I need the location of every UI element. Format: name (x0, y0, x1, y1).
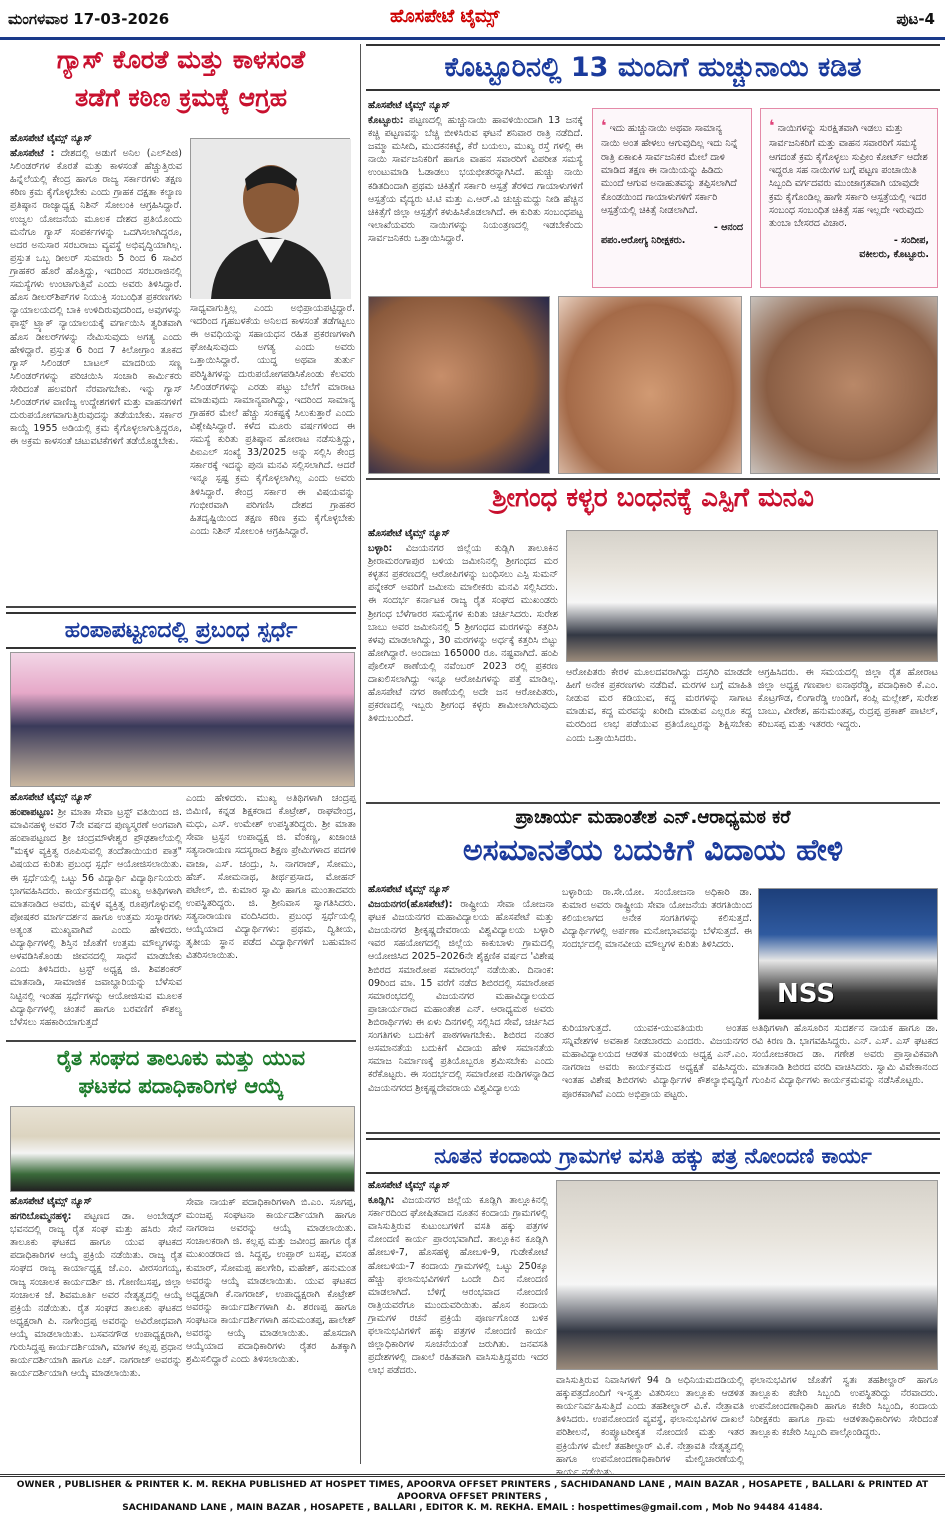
imprint-footer (0, 1474, 945, 1514)
quote-role-1: ಪಪಂ.ಆರೋಗ್ಯ ನಿರೀಕ್ಷಕರು. (601, 235, 686, 247)
section-rule (366, 478, 940, 480)
headline-farmers-line1: ರೈತ ಸಂಘದ ತಾಲೂಕು ಮತ್ತು ಯುವ (56, 1046, 306, 1070)
article-body-principal-4: ಅತಿಥಿಗಳಾಗಿ ಹೊಸೂರಿನ ಸುದರ್ಶನ ನಾಯಕ ಹಾಗೂ ಡಾ. ರವಿ ಕಿರಣ ಡಿ. ಭಾಗವಹಿಸಿದ್ದರು. ಎನ್. ಎಸ್. ಎಸ್ ಘಟಕದ ಸಂಯೋಜಕರಾದ ಡಾ. ಗಣೇಶ ಅವರು ಪ್ರಾಸ್ತಾವಿಕವಾಗಿ ಮಾತನಾಡಿ ಶಿಬಿರದ ವರದಿ ವಾಚಿಸಿದರು. ಸ್ವಾಮಿ ವಿವೇಕಾನಂದ ಗುಂಪಿನ ವಿದ್ಯಾರ್ಥಿಗಳು ಕಾರ್ಯಕ್ರಮವನ್ನು ನಡೆಸಿಕೊಟ್ಟರು. (752, 1023, 938, 1087)
nss-banner-icon: NSS (777, 979, 836, 1009)
dateline-dog: ಕೊಟ್ಟೂರು: (368, 115, 404, 126)
headline-gas-line1: ಗ್ಯಾಸ್ ಕೊರತೆ ಮತ್ತು ಕಾಳಸಂತೆ (56, 45, 306, 74)
headline-sandalwood: ಶ್ರೀಗಂಧ ಕಳ್ಳರ ಬಂಧನಕ್ಕೆ ಎಸ್ಪಿಗೆ ಮನವಿ (492, 483, 814, 513)
article-body-sandal-1 (368, 542, 558, 798)
byline-revenue: ಹೊಸಪೇಟೆ ಟೈಮ್ಸ್ ನ್ಯೂಸ್ (368, 1180, 450, 1191)
article-body-principal-2: ಬಳ್ಳಾರಿಯ ರಾ.ಸೇ.ಯೋ. ಸಂಯೋಜನಾ ಅಧಿಕಾರಿ ಡಾ. ಕುಮಾರ ಅವರು ರಾಷ್ಟ್ರೀಯ ಸೇವಾ ಯೋಜನೆಯ ತರಗತಿಯಿಂದ ಕಲಿಯಲಾಗದ ಅನೇಕ ಸಂಗತಿಗಳನ್ನು ಕಲಿಸುತ್ತದೆ. ವಿದ್ಯಾರ್ಥಿಗಳಲ್ಲಿ ಅರ್ಪಣಾ ಮನೋಭಾವವನ್ನು ಬೆಳೆಸುತ್ತದೆ. ಈ ಸಂದರ್ಭದಲ್ಲಿ ಮಾನವೀಯ ಮೌಲ್ಯಗಳ ಕುರಿತು ತಿಳಿಸಿದರು. (562, 887, 752, 951)
article-body-farmers-1 (10, 1210, 182, 1462)
article-body-sandal-3: ಆಗ್ರಹಿಸಿದರು. ಈ ಸಮಯದಲ್ಲಿ ಜಿಲ್ಲಾ ರೈತ ಹೋರಾಟ ಜಿಲ್ಲಾ ಅಧ್ಯಕ್ಷ ಗಣಪಾಲ ಐನಾಥರೆಡ್ಡಿ, ಪದಾಧಿಕಾರಿ ಕೆ.ಎಂ. ಕೊಟ್ರಗೌಡ, ಲಿಂಗಾರೆಡ್ಡಿ ಉಂಡಿಗೆ, ಕಂಪ್ಲಿ ಮಲ್ಲೇಶ್, ಸುರೇಶ ಬಾಬು, ವೀರೇಶ, ಹನುಮಂತಪ್ಪ, ರುದ್ರಪ್ಪ ಪ್ರಕಾಶ್ ಪಾಟಿಲ್, ಕರಿಬಸಪ್ಪ ಮತ್ತು ಇತರರು ಇದ್ದರು. (758, 667, 938, 731)
article-body-revenue-1 (368, 1194, 548, 1462)
quote-author-1: - ಆನಂದ (713, 222, 743, 234)
quote-box-lawyer (760, 108, 938, 288)
photo-essay-winners (10, 652, 355, 787)
dateline-essay: ಹಂಪಾಪಟ್ಟಣ: (10, 807, 54, 818)
article-text-essay-1: ಶ್ರೀ ಮಾತಾ ಸೇವಾ ಟ್ರಸ್ಟ್ ವತಿಯಿಂದ ಜಿ. ಮಾವಿನಹಳ್ಳಿ ಅವರ 7ನೇ ವರ್ಷದ ಪುಣ್ಯಸ್ಮರಣೆ ಅಂಗವಾಗಿ ಹಂಪಾಪಟ್ಟಣದ ಶ್ರೀ ಚಂದ್ರಮೌಳೇಶ್ವರ ಪ್ರೌಢಶಾಲೆಯಲ್ಲಿ "ಮಕ್ಕಳ ವ್ಯಕ್ತಿತ್ವ ರೂಪಿಸುವಲ್ಲಿ ತಂದೆತಾಯಿಯರ ಪಾತ್ರ" ವಿಷಯದ ಕುರಿತು ಪ್ರಬಂಧ ಸ್ಪರ್ಧೆ ಆಯೋಜಿಸಲಾಯಿತು. ಈ ಸ್ಪರ್ಧೆಯಲ್ಲಿ ಒಟ್ಟು 56 ವಿದ್ಯಾರ್ಥಿ ವಿದ್ಯಾರ್ಥಿನಿಯರು ಭಾಗವಹಿಸಿದರು. ಕಾರ್ಯಕ್ರಮದಲ್ಲಿ ಮುಖ್ಯ ಅತಿಥಿಗಳಾಗಿ ಮಾತನಾಡಿದ ಅವರು, ಮಕ್ಕಳ ವ್ಯಕ್ತಿತ್ವ ರೂಪುಗೊಳ್ಳುವಲ್ಲಿ ಪೋಷಕರ ಮಾರ್ಗದರ್ಶನ ಹಾಗೂ ಉತ್ತಮ ಸಂಸ್ಕಾರಗಳು ಅತ್ಯಂತ ಮುಖ್ಯವಾಗಿವೆ ಎಂದು ಹೇಳಿದರು. ವಿದ್ಯಾರ್ಥಿಗಳಲ್ಲಿ ಶಿಸ್ತಿನ ಜೊತೆಗೆ ಉತ್ತಮ ಮೌಲ್ಯಗಳನ್ನು ಅಳವಡಿಸಿಕೊಂಡು ಜೀವನದಲ್ಲಿ ಸಾಧನೆ ಮಾಡಬೇಕು ಎಂದು ತಿಳಿಸಿದರು. ಟ್ರಸ್ಟ್ ಅಧ್ಯಕ್ಷ ಜಿ. ಶಿವಶಂಕರ್ ಮಾತನಾಡಿ, ಸಾಮಾಜಿಕ ಜವಾಬ್ದಾರಿಯನ್ನು ಬೆಳೆಸುವ ನಿಟ್ಟಿನಲ್ಲಿ ಇಂತಹ ಸ್ಪರ್ಧೆಗಳನ್ನು ಆಯೋಜಿಸುವ ಮೂಲಕ ವಿದ್ಯಾರ್ಥಿಗಳಲ್ಲಿ ಚಿಂತನೆ ಹಾಗೂ ಬರವಣಿಗೆ ಕೌಶಲ್ಯ ಬೆಳೆಸಲು ಸಹಕಾರಿಯಾಗುತ್ತದೆ (10, 807, 182, 1028)
article-text-revenue-1: ವಿಜಯನಗರ ಜಿಲ್ಲೆಯ ಕೂಡ್ಲಿಗಿ ತಾಲ್ಲೂಕಿನಲ್ಲಿ ಸರ್ಕಾರದಿಂದ ಘೋಷಿತವಾದ ನೂತನ ಕಂದಾಯ ಗ್ರಾಮಗಳಲ್ಲಿ ವಾಸಿಸುತ್ತಿರುವ ಕುಟುಂಬಗಳಿಗೆ ವಸತಿ ಹಕ್ಕು ಪತ್ರಗಳ ನೋಂದಣಿ ಕಾರ್ಯ ಪ್ರಾರಂಭವಾಗಿದೆ. ತಾಲ್ಲೂಕಿನ ಕೂಡ್ಲಿಗಿ ಹೋಬಳಿ-7, ಹೊಸಹಳ್ಳಿ ಹೋಬಳಿ-9, ಗುಡೇಕೋಟೆ ಹೋಬಳಿಯ-7 ಕಂದಾಯ ಗ್ರಾಮಗಳಲ್ಲಿ ಒಟ್ಟು 250ಕ್ಕೂ ಹೆಚ್ಚು ಫಲಾನುಭವಿಗಳಿಗೆ ಒಂದೇ ದಿನ ನೋಂದಣಿ ಮಾಡಲಾಗಿದೆ. ಬೆಳಿಗ್ಗೆ ಆರಂಭವಾದ ನೋಂದಣಿ ರಾತ್ರಿಯವರೆಗೂ ಮುಂದುವರಿಯಿತು. ಹೊಸ ಕಂದಾಯ ಗ್ರಾಮಗಳ ರಚನೆ ಪ್ರಕ್ರಿಯೆ ಪೂರ್ಣಗೊಂಡ ಬಳಿಕ ಫಲಾನುಭವಿಗಳಿಗೆ ಹಕ್ಕು ಪತ್ರಗಳ ನೋಂದಣಿ ಕಾರ್ಯ ಜಿಲ್ಲಾಧಿಕಾರಿಗಳ ಸೂಚನೆಯಂತೆ ಜರುಗಿತು. ಜನವಸತಿ ಪ್ರದೇಶಗಳಲ್ಲಿ ದಾಖಲೆ ರಹಿತವಾಗಿ ವಾಸಿಸುತ್ತಿದ್ದವರು ಇದರ ಲಾಭ ಪಡೆದರು. (368, 1195, 548, 1377)
byline-sandal: ಹೊಸಪೇಟೆ ಟೈಮ್ಸ್ ನ್ಯೂಸ್ (368, 528, 450, 539)
photo-registration-office (556, 1180, 938, 1370)
quote-mark-icon: ❛ (601, 116, 607, 135)
headline-revenue-villages: ನೂತನ ಕಂದಾಯ ಗ್ರಾಮಗಳ ವಸತಿ ಹಕ್ಕು ಪತ್ರ ನೋಂದಣಿ ಕಾರ್ಯ (366, 1138, 940, 1174)
column-divider (360, 44, 361, 1464)
article-body-farmers-2: ಸೇವಾ ನಾಯಕ್ ಪದಾಧಿಕಾರಿಗಳಾಗಿ ಬಿ.ಎಂ. ಸೂಗಪ್ಪ, ಮಂಜಪ್ಪ ಸಂಘಟನಾ ಕಾರ್ಯದರ್ಶಿಯಾಗಿ ಹಾಗೂ ನಾಗರಾಜ ಅವರನ್ನು ಆಯ್ಕೆ ಮಾಡಲಾಯಿತು. ಸಂಚಾಲಕರಾಗಿ ಜಿ. ಕಲ್ಲಪ್ಪ ಮತ್ತು ಜವೀಂದ್ರ ಹಾಗೂ ರೈತ ಮುಖಂಡರಾದ ಜಿ. ಸಿದ್ದಪ್ಪ, ಉಪ್ಪಾರ್ ಬಸಪ್ಪ, ವಸಂತ ಕುಮಾರ್, ಸೋಮಪ್ಪ ಹಲಗೇರಿ, ಮಹೇಶ್, ಹನುಮಂತ ಅವರನ್ನು ಆಯ್ಕೆ ಮಾಡಲಾಯಿತು. ಯುವ ಘಟಕದ ಅಧ್ಯಕ್ಷರಾಗಿ ಕೆ.ನಾಗರಾಜ್, ಉಪಾಧ್ಯಕ್ಷರಾಗಿ ಕೊಟ್ರೇಶ್ ಅವರನ್ನು ಕಾರ್ಯದರ್ಶಿಗಳಾಗಿ ಪಿ. ಶರಣಪ್ಪ ಹಾಗೂ ಸಂಘಟನಾ ಕಾರ್ಯದರ್ಶಿಗಳಾಗಿ ಹನುಮಂತಪ್ಪ, ಹಾಲೇಶ್ ಅವರನ್ನು ಆಯ್ಕೆ ಮಾಡಲಾಯಿತು. ಹೊಸದಾಗಿ ಆಯ್ಕೆಯಾದ ಪದಾಧಿಕಾರಿಗಳು ರೈತರ ಹಿತಕ್ಕಾಗಿ ಶ್ರಮಿಸಲಿದ್ದಾರೆ ಎಂದು ತಿಳಿಸಲಾಯಿತು. (186, 1197, 356, 1366)
imprint-line-1: OWNER , PUBLISHER & PRINTER K. M. REKHA PUBLISHED AT HOSPET TIMES, APOORVA OFFSET PRINTERS , SACHIDANAND LANE , MAIN BAZAR , HOSAPETE , BALLARI & PRINTED AT APOORVA OFFSET PRINTERS , (16, 1480, 929, 1502)
byline-principal: ಹೊಸಪೇಟೆ ಟೈಮ್ಸ್ ನ್ಯೂಸ್ (368, 884, 450, 895)
section-rule (6, 606, 356, 608)
article-text-sandal-1: ವಿಜಯನಗರ ಜಿಲ್ಲೆಯ ಕುಡ್ಲಿಗಿ ತಾಲೂಕಿನ ಶ್ರೀರಾಮರಂಗಾಪುರ ಬಳಿಯ ಜಮೀನಿನಲ್ಲಿ ಶ್ರೀಗಂಧದ ಮರ ಕಳ್ಳತನ ಪ್ರಕರಣದಲ್ಲಿ ಆರೋಪಿಗಳನ್ನು ಬಂಧಿಸಲು ಎಸ್ಪಿ ಸುಮನ್ ಪನ್ನೇಕರ್ ಅವರಿಗೆ ಜಮೀನು ಮಾಲೀಕರು ಮನವಿ ಸಲ್ಲಿಸಿದರು. ಈ ಸಂದರ್ಭ ಕರ್ನಾಟಕ ರಾಜ್ಯ ರೈತ ಸಂಘದ ಮುಖಂಡರು ಶ್ರೀಗಂಧ ಬೆಳೆಗಾರರ ಸಮಸ್ಯೆಗಳ ಕುರಿತು ಚರ್ಚಿಸಿದರು. ಸುರೇಶ ಬಾಬು ಅವರ ಜಮೀನಿನಲ್ಲಿ 5 ಶ್ರೀಗಂಧದ ಮರಗಳನ್ನು ಕತ್ತರಿಸಿ ಕಳವು ಮಾಡಲಾಗಿದ್ದು, 30 ಮರಗಳನ್ನು ಅರ್ಧಕ್ಕೆ ಕತ್ತರಿಸಿ ಬಿಟ್ಟು ಹೋಗಿದ್ದಾರೆ. ಅಂದಾಜು 165000 ರೂ. ನಷ್ಟವಾಗಿದೆ. ಹಂಪಿ ಪೊಲೀಸ್ ಠಾಣೆಯಲ್ಲಿ ನವೆಂಬರ್ 2023 ರಲ್ಲಿ ಪ್ರಕರಣ ದಾಖಲಿಸಲಾಗಿದ್ದು ಇನ್ನೂ ಆರೋಪಿಗಳನ್ನು ಪತ್ತೆ ಮಾಡಿಲ್ಲ. ಹೊಸಪೇಟೆ ನಗರ ಠಾಣೆಯಲ್ಲಿ ಅದೇ ಜನ ಆರೋಪಿತರು, ಪ್ರಕರಣದಲ್ಲಿ ಇಬ್ಬರು ಶ್ರೀಗಂಧ ಕಳ್ಳರು ಶಾಮೀಲಾಗಿರುವುದು ತಿಳಿದುಬಂದಿದೆ. (368, 543, 558, 725)
headline-gas-line2: ತಡೆಗೆ ಕಠಿಣ ಕ್ರಮಕ್ಕೆ ಆಗ್ರಹ (74, 83, 288, 112)
article-text-principal-1: ರಾಷ್ಟ್ರೀಯ ಸೇವಾ ಯೋಜನಾ ಘಟಕ ವಿಜಯನಗರ ಮಹಾವಿದ್ಯಾಲಯ ಹೊಸಪೇಟೆ ಮತ್ತು ವಿಜಯನಗರ ಶ್ರೀಕೃಷ್ಣದೇವರಾಯ ವಿಶ್ವವಿದ್ಯಾಲಯ ಬಳ್ಳಾರಿ ಇವರ ಸಹಯೋಗದಲ್ಲಿ ಜಿಲ್ಲೆಯ ಕಾಕುಬಾಳು ಗ್ರಾಮದಲ್ಲಿ ಆಯೋಜಿಸಿದ 2025–2026ನೇ ಶೈಕ್ಷಣಿಕ ವರ್ಷದ 'ವಿಶೇಷ ಶಿಬಿರದ ಸಮಾರೋಪ ಸಮಾರಂಭ' ನಡೆಯಿತು. ದಿನಾಂಕ: 09ರಿಂದ ಮಾ. 15 ವರೆಗೆ ನಡೆದ ಶಿಬಿರದಲ್ಲಿ ಸಮಾರೋಪ ಸಮಾರಂಭದಲ್ಲಿ ವಿಜಯನಗರ ಮಹಾವಿದ್ಯಾಲಯದ ಪ್ರಾಚಾರ್ಯರಾದ ಮಹಾಂತೇಶ ಎನ್. ಆರಾಧ್ಯಮಠ ಅವರು ಶಿಬಿರಾರ್ಥಿಗಳು ಈ ಏಳು ದಿನಗಳಲ್ಲಿ ಸಲ್ಲಿಸಿದ ಸೇವೆ, ಚರ್ಚಿಸಿದ ಸಂಗತಿಗಳು ಬದುಕಿಗೆ ಪಾಠಗಳಾಗಬೇಕು. ಶಿಬಿರದ ನಂತರ ಅಸಮಾನತೆಯ ಬದುಕಿಗೆ ವಿದಾಯ ಹೇಳಿ ಸಮಾನತೆಯ ಸಮಾಜ ನಿರ್ಮಾಣಕ್ಕೆ ಪ್ರತಿಯೊಬ್ಬರೂ ಶ್ರಮಿಸಬೇಕು ಎಂದು ಕರೆಕೊಟ್ಟರು. ಈ ಸಂದರ್ಭದಲ್ಲಿ ಸಮಾರೋಪ ನುಡಿಗಳನ್ನಾಡಿದ ವಿಜಯನಗರದ ಶ್ರೀಕೃಷ್ಣದೇವರಾಯ ವಿಶ್ವವಿದ್ಯಾಲಯ (368, 899, 554, 1094)
dateline-gas: ಹೊಸಪೇಟೆ : (10, 148, 55, 159)
article-text-farmers-1: ಪಟ್ಟಣದ ಡಾ. ಅಂಬೇಡ್ಕರ್ ಭವನದಲ್ಲಿ ರಾಜ್ಯ ರೈತ ಸಂಘ ಮತ್ತು ಹಸಿರು ಸೇನೆ ತಾಲೂಕು ಘಟಕದ ಹಾಗೂ ಯುವ ಘಟಕದ ಪದಾಧಿಕಾರಿಗಳ ಆಯ್ಕೆ ಪ್ರಕ್ರಿಯೆ ನಡೆಯಿತು. ರಾಜ್ಯ ರೈತ ಸಂಘದ ರಾಜ್ಯ ಕಾರ್ಯಾಧ್ಯಕ್ಷ ಜೆ.ಎಂ. ವೀರಸಂಗಯ್ಯ, ರಾಜ್ಯ ಸಂಚಾಲಕ ಕಾರ್ಯದರ್ಶಿ ಜಿ. ಗೋಣಿಬಸಪ್ಪ, ಜಿಲ್ಲಾ ಸಂಚಾಲಕ ಜೆ. ಶಿವಮೂರ್ತಿ ಅವರ ನೇತೃತ್ವದಲ್ಲಿ ಆಯ್ಕೆ ಪ್ರಕ್ರಿಯೆ ನಡೆಯಿತು. ರೈತ ಸಂಘದ ತಾಲೂಕು ಘಟಕದ ಅಧ್ಯಕ್ಷರಾಗಿ ಪಿ. ನಾಗೇಂದ್ರಪ್ಪ ಅವರನ್ನು ಅವಿರೋಧವಾಗಿ ಆಯ್ಕೆ ಮಾಡಲಾಯಿತು. ಬಸವನಗೌಡ ಉಪಾಧ್ಯಕ್ಷರಾಗಿ, ಗುರುಸಿದ್ದಪ್ಪ ಕಾರ್ಯದರ್ಶಿಯಾಗಿ, ಮಾಗಳ ಕಲ್ಲಪ್ಪ ಪ್ರಧಾನ ಕಾರ್ಯದರ್ಶಿಯಾಗಿ ಹಾಗೂ ಎಚ್. ನಾಗರಾಜ್ ಅವರನ್ನು ಕಾರ್ಯದರ್ಶಿಯಾಗಿ ಆಯ್ಕೆ ಮಾಡಲಾಯಿತು. (10, 1211, 182, 1380)
dateline-revenue: ಕೂಡ್ಲಿಗಿ: (368, 1195, 395, 1206)
newspaper-logo: ಹೊಸಪೇಟೆ ಟೈಮ್ಸ್ (390, 6, 500, 27)
byline-dog: ಹೊಸಪೇಟೆ ಟೈಮ್ಸ್ ನ್ಯೂಸ್ (368, 100, 450, 111)
quote-role-2: ವಕೀಲರು, ಕೊಟ್ಟೂರು. (859, 248, 929, 260)
article-body-principal-1 (368, 898, 554, 1128)
photo-bite-victim-1 (368, 296, 550, 474)
dateline-farmers: ಹಗರಿಬೊಮ್ಮನಹಳ್ಳಿ: (10, 1211, 72, 1222)
quote-author-2: - ಸಂದೀಪ, (893, 235, 929, 247)
photo-bite-victim-3 (750, 296, 938, 474)
article-body-revenue-3: ಫಲಾನುಭವಿಗಳ ಜೊತೆಗೆ ಸ್ವತಃ ತಹಶೀಲ್ದಾರ್ ಹಾಗೂ ತಾಲ್ಲೂಕು ಕಚೇರಿ ಸಿಬ್ಬಂದಿ ಉಪಸ್ಥಿತರಿದ್ದು ನೆರವಾದರು. ಉಪನೋಂದಣಾಧಿಕಾರಿ ಹಾಗೂ ಕಚೇರಿ ಸಿಬ್ಬಂದಿ, ಕಂದಾಯ ನಿರೀಕ್ಷಕರು ಹಾಗೂ ಗ್ರಾಮ ಆಡಳಿತಾಧಿಕಾರಿಗಳು ಸೇರಿದಂತೆ ತಾಲ್ಲೂಕು ಕಚೇರಿ ಸಿಬ್ಬಂದಿ ಪಾಲ್ಗೊಂಡಿದ್ದರು. (750, 1375, 938, 1439)
article-text-gas-1: ದೇಶದಲ್ಲಿ ಅಡುಗೆ ಅನಿಲ (ಎಲ್‌ಪಿಜಿ) ಸಿಲಿಂಡರ್‌ಗಳ ಕೊರತೆ ಮತ್ತು ಕಾಳಸಂತೆ ಹೆಚ್ಚುತ್ತಿರುವ ಹಿನ್ನೆಲೆಯಲ್ಲಿ ಕೇಂದ್ರ ಹಾಗೂ ರಾಜ್ಯ ಸರ್ಕಾರಗಳು ತಕ್ಷಣ ಕಠಿಣ ಕ್ರಮ ಕೈಗೊಳ್ಳಬೇಕು ಎಂದು ಗ್ರಾಹಕ ದಕ್ಷತಾ ಕಲ್ಯಾಣ ಪ್ರತಿಷ್ಠಾನ ರಾಜ್ಯಾಧ್ಯಕ್ಷ ನಿಶಿನ್ ಸೋಲಂಕಿ ಆಗ್ರಹಿಸಿದ್ದಾರೆ. ಉಜ್ವಲ ಯೋಜನೆಯ ಮೂಲಕ ದೇಶದ ಪ್ರತಿಯೊಂದು ಮನೆಗೂ ಗ್ಯಾಸ್ ಸಂಪರ್ಕಗಳನ್ನು ಒದಗಿಸಲಾಗಿದ್ದರೂ, ಅದರ ಅನುಸಾರ ಸರಬರಾಜು ವ್ಯವಸ್ಥೆ ಅಭಿವೃದ್ಧಿಯಾಗಿಲ್ಲ. ಪ್ರಸ್ತುತ ಒಬ್ಬ ಡೀಲರ್ ಸುಮಾರು 5 ರಿಂದ 6 ಸಾವಿರ ಗ್ರಾಹಕರ ಹೊರೆ ಹೊತ್ತಿದ್ದು, ಇದರಿಂದ ಸರಬರಾಜಿನಲ್ಲಿ ಸಮಸ್ಯೆಗಳು ಉಂಟಾಗುತ್ತಿವೆ ಎಂದು ಅವರು ತಿಳಿಸಿದ್ದಾರೆ. ಹೊಸ ಡೀಲರ್‌ಶಿಪ್‌ಗಳ ನಿಯುಕ್ತಿ ಸಂಬಂಧಿತ ಪ್ರಕರಣಗಳು ನ್ಯಾಯಾಲಯದಲ್ಲಿ ಬಾಕಿ ಉಳಿದಿರುವುದರಿಂದ, ಅವುಗಳನ್ನು ಫಾಸ್ಟ್ ಟ್ರ್ಯಾಕ್ ನ್ಯಾಯಾಲಯಕ್ಕೆ ವರ್ಗಾಯಿಸಿ ತ್ವರಿತವಾಗಿ ಹೊಸ ಡೀಲರ್‌ಗಳನ್ನು ನೇಮಿಸುವುದು ಅಗತ್ಯ ಎಂದು ಹೇಳಿದ್ದಾರೆ. ಪ್ರಸ್ತುತ 6 ರಿಂದ 7 ಕಿಲೋಗ್ರಾಂ ತೂಕದ ಗ್ಯಾಸ್ ಸಿಲಿಂಡರ್ ಬಾಟಲ್ ಮಾದರಿಯ ಸಣ್ಣ ಸಿಲಿಂಡರ್‌ಗಳನ್ನು ಪರಿಚಯಿಸಿ ಸಂಚಾರಿ ಕಾರ್ಮಿಕರು ಸೇರಿದಂತೆ ಹಲವರಿಗೆ ನೆರವಾಗಬೇಕು. ಇನ್ನು ಗ್ಯಾಸ್ ಸಿಲಿಂಡರ್‌ಗಳ ವಾಣಿಜ್ಯ ಉದ್ದೇಶಗಳಿಗೆ ಮತ್ತು ವಾಹನಗಳಿಗೆ ದುರುಪಯೋಗವಾಗುತ್ತಿರುವುದನ್ನು ತಡೆಯಬೇಕು. ಸರ್ಕಾರ ಕಾಯ್ದೆ 1955 ಅಡಿಯಲ್ಲಿ ಕ್ರಮ ಕೈಗೊಳ್ಳಲಾಗುತ್ತಿದ್ದರೂ, ಈ ಅಕ್ರಮ ಕಾಳಸಂತೆ ಚಟುವಟಿಕೆಗಳಿಗೆ ತಡೆಯೊಡ್ಡಬೇಕು. (10, 148, 183, 448)
person-icon (191, 139, 351, 299)
photo-nss-camp (758, 888, 938, 1020)
quote-text-1: ಇದು ಹುಚ್ಚುನಾಯಿ ಅಥವಾ ಸಾಮಾನ್ಯ ನಾಯಿ ಅಂತ ಹೇಳಲು ಆಗುವುದಿಲ್ಲ ಇದು ನಿನ್ನೆ ರಾತ್ರಿ ಏಕಾಏಕಿ ಸಾರ್ವಜನಿಕರ ಮೇಲೆ ದಾಳಿ ಮಾಡಿದ ತಕ್ಷಣ ಈ ನಾಯಿಯನ್ನು ಹಿಡಿದು ಮುಂದೆ ಆಗುವ ಅನಾಹುತವನ್ನು ತಪ್ಪಿಸಲಾಗಿದೆ ಕೊಂಡಯಿಂದ ಗಾಯಾಳುಗಳಿಗೆ ಸರ್ಕಾರಿ ಆಸ್ಪತ್ರೆಯಲ್ಲಿ ಚಿಕಿತ್ಸೆ ನೀಡಲಾಗಿದೆ. (601, 123, 738, 216)
photo-bite-victim-2 (558, 296, 742, 474)
quote-text-2: ನಾಯಿಗಳನ್ನು ಸುರಕ್ಷಿತವಾಗಿ ಇಡಲು ಮತ್ತು ಸಾರ್ವಜನಿಕರಿಗೆ ಮತ್ತು ವಾಹನ ಸವಾರರಿಗೆ ಸಮಸ್ಯೆ ಆಗದಂತೆ ಕ್ರಮ ಕೈಗೊಳ್ಳಲು ಸುಪ್ರೀಂ ಕೋರ್ಟ್ ಆದೇಶ ಇದ್ದರೂ ಸಹ ನಾಯಿಗಳ ಬಗ್ಗೆ ಪಟ್ಟಣ ಪಂಚಾಯಿತಿ ಸಿಬ್ಬಂದಿ ವರ್ಗದವರು ಮುಂಜಾಗ್ರತವಾಗಿ ಯಾವುದೇ ಕ್ರಮ ಕೈಗೊಂಡಿಲ್ಲ ಹಾಗೇ ಸರ್ಕಾರಿ ಆಸ್ಪತ್ರೆಯಲ್ಲಿ ಇದರ ಸಂಬಂಧ ಸಂಬಂಧಿತ ಚಿಕಿತ್ಸೆ ಸಹ ಇಲ್ಲದೇ ಇರುವುದು ತುಂಬಾ ಬೇಸರದ ವಿಚಾರ. (769, 123, 928, 230)
photo-sp-memorandum (566, 530, 938, 662)
headline-inequality: ಅಸಮಾನತೆಯ ಬದುಕಿಗೆ ವಿದಾಯ ಹೇಳಿ (462, 833, 844, 868)
section-rule (366, 802, 940, 804)
article-body-essay-1 (10, 806, 182, 1036)
photo-farmers-group (10, 1106, 355, 1192)
headline-dog-bite: ಕೊಟ್ಟೂರಿನಲ್ಲಿ 13 ಮಂದಿಗೆ ಹುಚ್ಚುನಾಯಿ ಕಡಿತ (366, 44, 940, 91)
article-body-revenue-2: ವಾಸಿಸುತ್ತಿರುವ ನಿವಾಸಿಗಳಿಗೆ 94 ಡಿ ಅಧಿನಿಯಮದಡಿಯಲ್ಲಿ ಹಕ್ಕುಪತ್ರದೊಂದಿಗೆ ಇ-ಸ್ವತ್ತು ವಿತರಿಸಲು ತಾಲ್ಲೂಕು ಆಡಳಿತ ಕಾರ್ಯನಿರ್ವಹಿಸುತ್ತಿದೆ ಎಂದು ತಹಶೀಲ್ದಾರ್ ವಿ.ಕೆ. ನೇತ್ರಾವತಿ ತಿಳಿಸಿದರು. ಉಪನೋಂದಣಿ ವ್ಯವಸ್ಥೆ, ಫಲಾನುಭವಿಗಳ ದಾಖಲೆ ಪರಿಶೀಲನೆ, ಕಂಪ್ಯೂಟರೀಕೃತ ನೋಂದಣಿ ಮತ್ತು ಇತರ ಪ್ರಕ್ರಿಯೆಗಳ ಮೇಲೆ ತಹಶೀಲ್ದಾರ್ ವಿ.ಕೆ. ನೇತ್ರಾವತಿ ನೇತೃತ್ವದಲ್ಲಿ ಹಾಗೂ ಉಪನೋಂದಣಾಧಿಕಾರಿಗಳ ಮೇಲ್ವಿಚಾರಣೆಯಲ್ಲಿ ಕಾರ್ಯ ನಡೆಯಿತು. (556, 1375, 744, 1478)
section-rule (366, 1132, 940, 1134)
article-body-gas-2: ಸಾಧ್ಯವಾಗುತ್ತಿಲ್ಲ ಎಂದು ಅಭಿಪ್ರಾಯಪಟ್ಟಿದ್ದಾರೆ. ಇದರಿಂದ ಗೃಹಬಳಕೆಯ ಅನಿಲದ ಕಾಳಸಂತೆ ತಡೆಗಟ್ಟಲು ಈ ಅವಧಿಯನ್ನು ಸಹಾಯಧನ ರಹಿತ ಪ್ರಕರಣಗಳಾಗಿ ಘೋಷಿಸುವುದು ಅಗತ್ಯ ಎಂದು ಅವರು ಒತ್ತಾಯಿಸಿದ್ದಾರೆ. ಯುದ್ಧ ಅಥವಾ ತುರ್ತು ಪರಿಸ್ಥಿತಿಗಳನ್ನು ದುರುಪಯೋಗಪಡಿಸಿಕೊಂಡು ಕೆಲವರು ಸಿಲಿಂಡರ್‌ಗಳನ್ನು ಎರಡು ಪಟ್ಟು ಬೆಲೆಗೆ ಮಾರಾಟ ಮಾಡುವುದು ಸಾಮಾನ್ಯವಾಗಿದ್ದು, ಇದರಿಂದ ಸಾಮಾನ್ಯ ಗ್ರಾಹಕರ ಮೇಲೆ ಹೆಚ್ಚು ಸಂಕಷ್ಟಕ್ಕೆ ಸಿಲುಕುತ್ತಾರೆ ಎಂದು ವಿಶ್ಲೇಷಿಸಿದ್ದಾರೆ. ಕಳೆದ ಮೂರು ವರ್ಷಗಳಿಂದ ಈ ಸಮಸ್ಯೆ ಕುರಿತು ಪ್ರತಿಷ್ಠಾನ ಹೋರಾಟ ನಡೆಸುತ್ತಿದ್ದು, ಪಿಐಎಲ್ ಸಂಖ್ಯೆ 33/2025 ಅನ್ನು ಸಲ್ಲಿಸಿ ಕೇಂದ್ರ ಸರ್ಕಾರಕ್ಕೆ ಇದನ್ನು ಪುನಃ ಮನವಿ ಸಲ್ಲಿಸಲಾಗಿದೆ. ಆದರೆ ಇನ್ನೂ ಸ್ಪಷ್ಟ ಕ್ರಮ ಕೈಗೊಳ್ಳಲಾಗಿಲ್ಲ ಎಂದು ಅವರು ತಿಳಿಸಿದ್ದಾರೆ. ಕೇಂದ್ರ ಸರ್ಕಾರ ಈ ವಿಷಯವನ್ನು ಗಂಭೀರವಾಗಿ ಪರಿಗಣಿಸಿ ದೇಶದ ಗ್ರಾಹಕರ ಹಿತದೃಷ್ಟಿಯಿಂದ ತಕ್ಷಣ ಕಠಿಣ ಕ್ರಮ ಕೈಗೊಳ್ಳಬೇಕು ಎಂದು ನಿಶಿನ್ ಸೋಲಂಕಿ ಆಗ್ರಹಿಸಿದ್ದಾರೆ. (190, 303, 355, 537)
dateline-sandal: ಬಳ್ಳಾರಿ: (368, 543, 393, 554)
dateline-principal: ವಿಜಯನಗರ(ಹೊಸಪೇಟೆ): (368, 899, 453, 910)
kicker-principal: ಪ್ರಾಚಾರ್ಯ ಮಹಾಂತೇಶ ಎನ್.ಆರಾಧ್ಯಮಠ ಕರೆ (515, 807, 791, 828)
headline-farmers-line2: ಘಟಕದ ಪದಾಧಿಕಾರಿಗಳ ಆಯ್ಕೆ (78, 1074, 284, 1098)
issue-date: ಮಂಗಳವಾರ 17-03-2026 (8, 10, 170, 28)
masthead (0, 0, 945, 40)
headline-essay: ಹಂಪಾಪಟ್ಟಣದಲ್ಲಿ ಪ್ರಬಂಧ ಸ್ಪರ್ಧೆ (6, 612, 356, 649)
article-text-dog: ಪಟ್ಟಣದಲ್ಲಿ ಹುಚ್ಚುನಾಯಿ ಹಾವಳಿಯಿಂದಾಗಿ 13 ಜನಕ್ಕೆ ಕಚ್ಚಿ ಪಟ್ಟಣವನ್ನು ಬೆಚ್ಚಿ ಬೀಳಿಸಿರುವ ಘಟನೆ ಶನಿವಾರ ರಾತ್ರಿ ನಡೆದಿದೆ. ಜಮ್ಮಾ ಮಸೀದಿ, ಮುದಕನಕಟ್ಟೆ, ಕೆರೆ ಬಯಲು, ಮುಖ್ಯ ರಸ್ತೆ ಗಳಲ್ಲಿ ಈ ನಾಯಿ ಸಾರ್ವಜನಿಕರಿಗೆ ಹಾಗೂ ವಾಹನ ಸವಾರರಿಗೆ ವಿಪರೀತ ಸಮಸ್ಯೆ ಉಂಟುಮಾಡಿ ಓಡಾಡಲು ಭಯಭೀತರನ್ನಾಗಿಸಿದೆ. ಹುಚ್ಚು ನಾಯಿ ಕಡಿತದಿಂದಾಗಿ ಪ್ರಥಮ ಚಿಕಿತ್ಸೆಗೆ ಸರ್ಕಾರಿ ಆಸ್ಪತ್ರೆ ತೆರಳಿದ ಗಾಯಾಳುಗಳಿಗೆ ಆಸ್ಪತ್ರೆಯ ವೈದ್ಯರು ಟಿ.ಟಿ ಮತ್ತು ಎ.ಆರ್.ವಿ ಚುಚ್ಚುಮದ್ದು ನೀಡಿ ಹೆಚ್ಚಿನ ಚಿಕಿತ್ಸೆಗೆ ಜಿಲ್ಲಾ ಆಸ್ಪತ್ರೆಗೆ ಕಳುಹಿಸಿಕೊಡಲಾಗಿದೆ. ಈ ಕುರಿತು ಸಂಬಂಧಪಟ್ಟ ಇಲಾಖೆಯವರು ನಾಯಿಗಳನ್ನು ನಿಯಂತ್ರಣದಲ್ಲಿ ಇಡಬೇಕೆಂದು ಸಾರ್ವಜನಿಕರು ಒತ್ತಾಯಿಸಿದ್ದಾರೆ. (368, 115, 583, 244)
portrait-photo (190, 138, 350, 298)
quote-mark-icon: ❛ (769, 116, 775, 135)
imprint-line-2: SACHIDANAND LANE , MAIN BAZAR , HOSAPETE , BALLARI , EDITOR K. M. REKHA. EMAIL : hospettimes@gmail.com , Mob No 94484 41484. (122, 1503, 823, 1514)
article-body-dog (368, 114, 583, 292)
article-body-principal-3: ಕುರಿಯಾಗುತ್ತದೆ. ಯುವಕ-ಯುವತಿಯರು ಅಂತಹ ಸನ್ನಿವೇಶಗಳ ಅವಕಾಶ ನೀಡಬಾರದು ಎಂದರು. ವಿಜಯನಗರ ಮಹಾವಿದ್ಯಾಲಯದ ಆಡಳಿತ ಮಂಡಳಿಯ ಅಧ್ಯಕ್ಷ ಎನ್.ಎಂ. ನಾಗರಾಜ ಅವರು ಕಾರ್ಯಕ್ರಮದ ಅಧ್ಯಕ್ಷತೆ ವಹಿಸಿದ್ದರು. ಇಂತಹ ವಿಶೇಷ ಶಿಬಿರಗಳು ವಿದ್ಯಾರ್ಥಿಗಳ ಕೌಶಲ್ಯಾಭಿವೃದ್ಧಿಗೆ ಪೂರಕವಾಗಿವೆ ಎಂದು ಅಭಿಪ್ರಾಯ ಪಟ್ಟರು. (562, 1023, 748, 1100)
article-body-gas-1 (10, 147, 182, 502)
quote-box-health-inspector (592, 108, 752, 288)
byline-essay: ಹೊಸಪೇಟೆ ಟೈಮ್ಸ್ ನ್ಯೂಸ್ (10, 792, 92, 803)
article-body-sandal-2: ಆರೋಪಿತರು ಕೇರಳ ಮೂಲದವರಾಗಿದ್ದು ದಸ್ತಗಿರಿ ಮಾಡದೇ ಹೀಗೆ ಅನೇಕ ಪ್ರಕರಣಗಳು ನಡೆದಿವೆ. ಮರಗಳ ಬಗ್ಗೆ ಮಾಹಿತಿ ನೀಡುವ ಮರ ಕಡಿಯುವ, ಕದ್ದ ಮರಗಳನ್ನು ಸಾಗಾಟ ಮಾಡುವ, ಕದ್ದ ಮರವನ್ನು ಖರೀದಿ ಮಾಡುವ ಎಲ್ಲರೂ ಕದ್ದ ಮರದಿಂದ ಲಾಭ ಪಡೆಯುವ ಪ್ರತಿಯೊಬ್ಬರನ್ನು ಶಿಕ್ಷಿಸಬೇಕು ಎಂದು ಒತ್ತಾಯಿಸಿದರು. (566, 667, 752, 744)
article-body-essay-2: ಎಂದು ಹೇಳಿದರು. ಮುಖ್ಯ ಅತಿಥಿಗಳಾಗಿ ಚಂದ್ರಪ್ಪ ಬಿಮಿಣಿ, ಕನ್ನಡ ಶಿಕ್ಷಕರಾದ ಕೊಟ್ರೇಶ್, ರಾಘವೇಂದ್ರ, ಮಧು, ಎಸ್. ಉಮೇಶ್ ಉಪಸ್ಥಿತರಿದ್ದರು. ಶ್ರೀ ಮಾತಾ ಸೇವಾ ಟ್ರಸ್ಟನ ಉಪಾಧ್ಯಕ್ಷ ಜಿ. ವೆಂಕಣ್ಣ, ಖಜಾಂಚಿ ಸತ್ಯನಾರಾಯಣ ಸದಸ್ಯರಾದ ಶಿಕ್ಷಣ ಪ್ರೇಮಿಗಳಾದ ಪದಗಳಿ ವಾಜಾ, ಎಸ್. ಚಂದ್ರು, ಸಿ. ನಾಗರಾಜ್, ಸೋಮು, ಹೆಚ್. ಸೋಮನಾಥ, ತೀರ್ಥಪ್ರಸಾದ, ಮೋಹನ್ ಪಟೇಲ್, ಬಿ. ಕುಮಾರ ಸ್ವಾಮಿ ಹಾಗೂ ಮುಂತಾದವರು ಉಪಸ್ಥಿತರಿದ್ದರು. ಜಿ. ಶ್ರೀನಿವಾಸ ಸ್ವಾಗತಿಸಿದರು. ಸತ್ಯನಾರಾಯಣ ವಂದಿಸಿದರು. ಪ್ರಬಂಧ ಸ್ಪರ್ಧೆಯಲ್ಲಿ ಆಯ್ಕೆಯಾದ ವಿದ್ಯಾರ್ಥಿಗಳು: ಪ್ರಥಮ, ದ್ವಿತೀಯ, ತೃತೀಯ ಸ್ಥಾನ ಪಡೆದ ವಿದ್ಯಾರ್ಥಿಗಳಿಗೆ ಬಹುಮಾನ ವಿತರಿಸಲಾಯಿತು. (186, 793, 356, 962)
byline-farmers: ಹೊಸಪೇಟೆ ಟೈಮ್ಸ್ ನ್ಯೂಸ್ (10, 1196, 92, 1207)
page-number: ಪುಟ-4 (896, 10, 935, 28)
section-rule (6, 1040, 356, 1042)
byline-gas: ಹೊಸಪೇಟೆ ಟೈಮ್ಸ್ ನ್ಯೂಸ್ (10, 133, 92, 144)
